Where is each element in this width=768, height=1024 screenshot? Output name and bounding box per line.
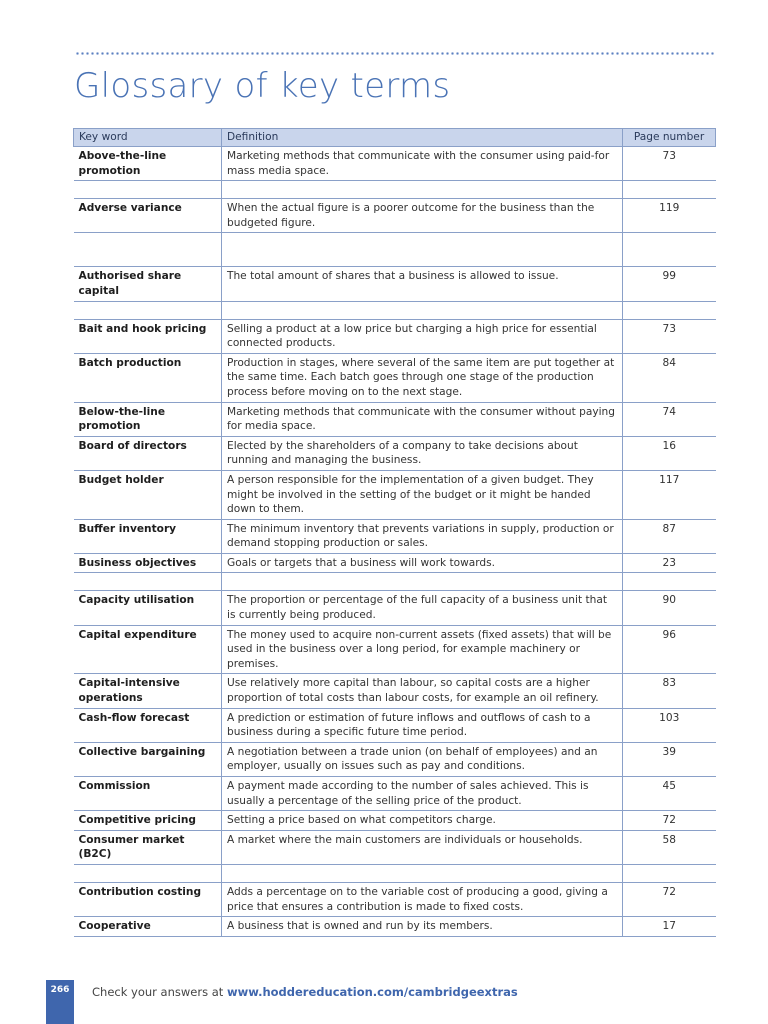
spacer-cell	[623, 301, 716, 319]
spacer-cell	[74, 181, 222, 199]
term-cell: Authorised share capital	[74, 267, 222, 301]
table-row	[74, 353, 716, 402]
header-key-word: Key word	[74, 129, 222, 147]
page-number-cell: 117	[623, 470, 716, 519]
spacer-cell	[623, 233, 716, 267]
definition-cell: Marketing methods that communicate with the consumer using paid-for mass media space.	[222, 147, 623, 181]
definition-cell: A prediction or estimation of future inflows and outflows of cash to a business during a specific future time period.	[222, 708, 623, 742]
footer-text: Check your answers at	[92, 985, 224, 999]
spacer-row	[74, 181, 716, 199]
definition-cell: Production in stages, where several of the same item are put together at the same time. Each batch goes through one stage of the production process before moving on to the next stage.	[222, 353, 623, 402]
table-row	[74, 674, 716, 708]
term-cell: Cash-flow forecast	[74, 708, 222, 742]
spacer-cell	[222, 864, 623, 882]
definition-cell: Selling a product at a low price but charging a high price for essential connected products.	[222, 319, 623, 353]
table-row	[74, 267, 716, 301]
spacer-cell	[74, 864, 222, 882]
spacer-cell	[623, 573, 716, 591]
table-row	[74, 436, 716, 470]
header-definition: Definition	[222, 129, 623, 147]
table-header-row	[74, 129, 716, 147]
page-number-cell: 83	[623, 674, 716, 708]
term-cell: Collective bargaining	[74, 742, 222, 776]
page-number-cell: 119	[623, 199, 716, 233]
spacer-cell	[74, 301, 222, 319]
definition-cell: The total amount of shares that a business is allowed to issue.	[222, 267, 623, 301]
definition-cell: Goals or targets that a business will work towards.	[222, 553, 623, 573]
spacer-cell	[222, 181, 623, 199]
definition-cell: Adds a percentage on to the variable cost of producing a good, giving a price that ensures a contribution is made to fixed costs.	[222, 882, 623, 916]
definition-cell: A negotiation between a trade union (on behalf of employees) and an employer, usually on issues such as pay and conditions.	[222, 742, 623, 776]
footer-link[interactable]: www.hoddereducation.com/cambridgeextras	[226, 985, 518, 999]
page-number-cell: 23	[623, 553, 716, 573]
definition-cell: A business that is owned and run by its members.	[222, 917, 623, 937]
term-cell: Capital expenditure	[74, 625, 222, 674]
page-number-cell: 90	[623, 591, 716, 625]
page-number-cell: 58	[623, 830, 716, 864]
table-row	[74, 625, 716, 674]
term-cell: Commission	[74, 777, 222, 811]
definition-cell: A payment made according to the number of sales achieved. This is usually a percentage of the selling price of the product.	[222, 777, 623, 811]
page-number-cell: 45	[623, 777, 716, 811]
term-cell: Cooperative	[74, 917, 222, 937]
table-row	[74, 917, 716, 937]
page-number-cell: 72	[623, 811, 716, 831]
table-row	[74, 830, 716, 864]
term-cell: Above-the-line promotion	[74, 147, 222, 181]
definition-cell: The minimum inventory that prevents variations in supply, production or demand stopping production or sales.	[222, 519, 623, 553]
page-number-cell: 16	[623, 436, 716, 470]
spacer-row	[74, 573, 716, 591]
page-number-cell: 73	[623, 147, 716, 181]
page-number-cell: 99	[623, 267, 716, 301]
table-row	[74, 402, 716, 436]
spacer-cell	[623, 181, 716, 199]
spacer-cell	[222, 233, 623, 267]
footer	[92, 985, 518, 999]
term-cell: Batch production	[74, 353, 222, 402]
table-row	[74, 147, 716, 181]
page-number-cell: 39	[623, 742, 716, 776]
term-cell: Business objectives	[74, 553, 222, 573]
page-number-cell: 74	[623, 402, 716, 436]
term-cell: Competitive pricing	[74, 811, 222, 831]
definition-cell: When the actual figure is a poorer outcome for the business than the budgeted figure.	[222, 199, 623, 233]
page-number: 266	[50, 985, 70, 995]
page-number-cell: 96	[623, 625, 716, 674]
term-cell: Bait and hook pricing	[74, 319, 222, 353]
table-row	[74, 470, 716, 519]
definition-cell: A market where the main customers are individuals or households.	[222, 830, 623, 864]
term-cell: Board of directors	[74, 436, 222, 470]
spacer-row	[74, 864, 716, 882]
glossary-table	[73, 128, 716, 937]
term-cell: Contribution costing	[74, 882, 222, 916]
definition-cell: Use relatively more capital than labour, so capital costs are a higher proportion of total costs than labour costs, for example an oil refinery.	[222, 674, 623, 708]
page-number-cell: 72	[623, 882, 716, 916]
definition-cell: The proportion or percentage of the full capacity of a business unit that is currently being produced.	[222, 591, 623, 625]
definition-cell: Elected by the shareholders of a company to take decisions about running and managing the business.	[222, 436, 623, 470]
spacer-cell	[74, 233, 222, 267]
table-row	[74, 519, 716, 553]
table-row	[74, 319, 716, 353]
table-row	[74, 882, 716, 916]
spacer-cell	[222, 573, 623, 591]
page-title: Glossary of key terms	[74, 66, 451, 106]
table-row	[74, 777, 716, 811]
spacer-cell	[74, 573, 222, 591]
term-cell: Buffer inventory	[74, 519, 222, 553]
spacer-cell	[222, 301, 623, 319]
term-cell: Below-the-line promotion	[74, 402, 222, 436]
term-cell: Capacity utilisation	[74, 591, 222, 625]
header-page-number: Page number	[623, 129, 716, 147]
term-cell: Consumer market (B2C)	[74, 830, 222, 864]
page-number-cell: 73	[623, 319, 716, 353]
page-number-cell: 103	[623, 708, 716, 742]
table-row	[74, 811, 716, 831]
term-cell: Adverse variance	[74, 199, 222, 233]
spacer-row	[74, 233, 716, 267]
term-cell: Capital-intensive operations	[74, 674, 222, 708]
page-number-cell: 17	[623, 917, 716, 937]
spacer-row	[74, 301, 716, 319]
definition-cell: A person responsible for the implementation of a given budget. They might be involved in the setting of the budget or it might be handed down to them.	[222, 470, 623, 519]
term-cell: Budget holder	[74, 470, 222, 519]
spacer-cell	[623, 864, 716, 882]
page-number-cell: 84	[623, 353, 716, 402]
page-number-cell: 87	[623, 519, 716, 553]
definition-cell: The money used to acquire non-current assets (fixed assets) that will be used in the business over a long period, for example machinery or premises.	[222, 625, 623, 674]
table-row	[74, 199, 716, 233]
page-number-tab	[46, 980, 74, 1024]
definition-cell: Marketing methods that communicate with the consumer without paying for media space.	[222, 402, 623, 436]
definition-cell: Setting a price based on what competitors charge.	[222, 811, 623, 831]
table-row	[74, 742, 716, 776]
table-row	[74, 708, 716, 742]
table-row	[74, 553, 716, 573]
dotted-rule	[75, 52, 715, 55]
glossary-body	[74, 147, 716, 937]
table-row	[74, 591, 716, 625]
